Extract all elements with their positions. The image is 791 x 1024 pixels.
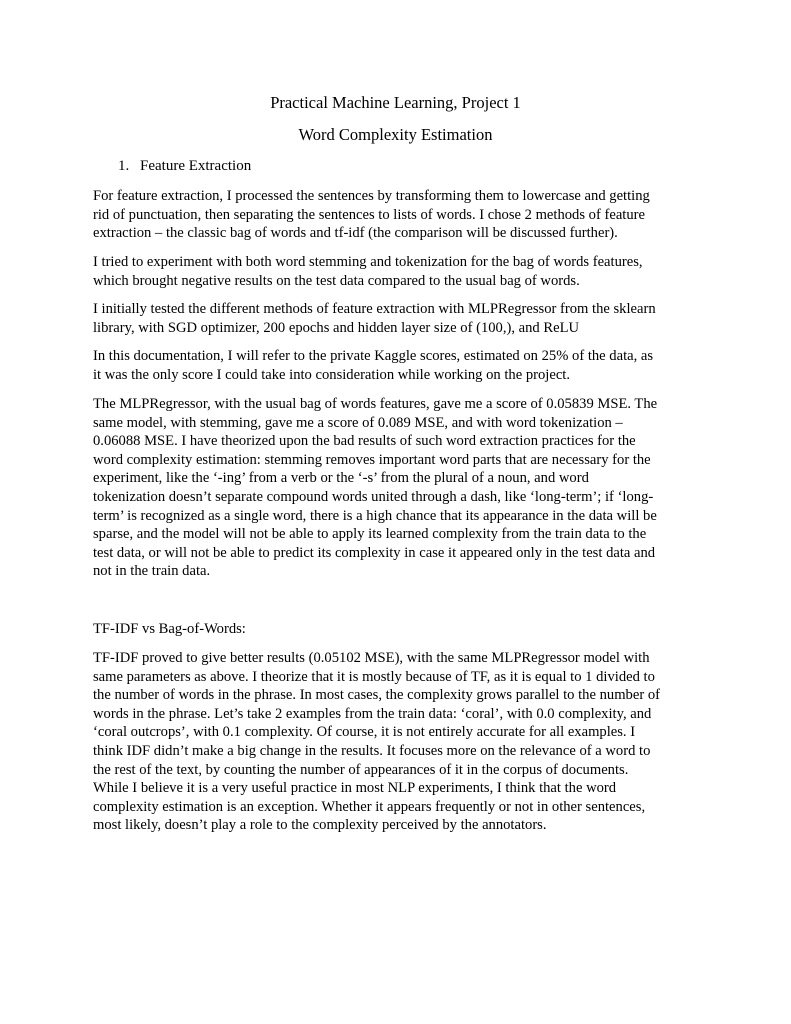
paragraph-line: In this documentation, I will refer to the private Kaggle scores, estimated on 25% of the data, as [93, 348, 654, 364]
paragraph-line: The MLPRegressor, with the usual bag of words features, gave me a score of 0.05839 MSE. The [93, 396, 658, 412]
paragraph-line: I tried to experiment with both word stemming and tokenization for the bag of words features, [93, 254, 643, 270]
paragraph-line: word complexity estimation: stemming removes important word parts that are necessary for the [93, 451, 651, 468]
paragraph-line: it was the only score I could take into consideration while working on the project. [93, 366, 571, 383]
paragraph-mlp-setup [93, 300, 699, 337]
paragraph-line: complexity estimation is an exception. Whether it appears frequently or not in other sentences, [93, 798, 646, 815]
paragraph-line: same parameters as above. I theorize that it is mostly because of TF, as it is equal to 1 divided to [93, 668, 655, 685]
paragraph-line: which brought negative results on the test data compared to the usual bag of words. [93, 272, 580, 289]
paragraph-line: While I believe it is a very useful practice in most NLP experiments, I think that the word [93, 780, 617, 797]
paragraph-feature-extraction [93, 187, 699, 243]
paragraph-line: sparse, and the model will not be able to apply its learned complexity from the train data to the [93, 526, 647, 543]
paragraph-stemming [93, 253, 699, 290]
section-title: Feature Extraction [140, 158, 252, 174]
paragraph-line: experiment, like the ‘-ing’ from a verb or the ‘-s’ from the plural of a noun, and word [93, 470, 589, 487]
subheading-tfidf-vs-bow: TF-IDF vs Bag-of-Words: [93, 621, 246, 637]
document-title: Practical Machine Learning, Project 1 [270, 93, 521, 112]
section-number: 1. [118, 158, 130, 174]
paragraph-line: test data, or will not be able to predict its complexity in case it appeared only in the test data and [93, 544, 656, 561]
paragraph-line: the number of words in the phrase. In most cases, the complexity grows parallel to the number of [93, 687, 660, 704]
paragraph-line: term’ is recognized as a single word, there is a high chance that its appearance in the data will be [93, 507, 657, 524]
paragraph-line: 0.06088 MSE. I have theorized upon the bad results of such word extraction practices for the [93, 433, 636, 450]
paragraph-line: same model, with stemming, gave me a score of 0.089 MSE, and with word tokenization – [93, 414, 623, 431]
paragraph-line: the rest of the text, by counting the number of appearances of it in the corpus of documents. [93, 761, 629, 778]
paragraph-line: tokenization doesn’t separate compound words united through a dash, like ‘long-term’; if ‘long- [93, 488, 654, 505]
paragraph-line: library, with SGD optimizer, 200 epochs and hidden layer size of (100,), and ReLU [93, 319, 580, 336]
paragraph-tfidf [93, 649, 699, 835]
paragraph-line: most likely, doesn’t play a role to the complexity perceived by the annotators. [93, 817, 547, 834]
paragraph-line: ‘coral outcrops’, with 0.1 complexity. Of course, it is not entirely accurate for all examples. I [93, 724, 636, 741]
section-heading [118, 157, 251, 175]
paragraph-line: For feature extraction, I processed the sentences by transforming them to lowercase and getting [93, 188, 650, 204]
paragraph-line: TF-IDF proved to give better results (0.05102 MSE), with the same MLPRegressor model with [93, 650, 650, 666]
paragraph-line: think IDF didn’t make a big change in the results. It focuses more on the relevance of a word to [93, 742, 651, 759]
paragraph-kaggle-scores [93, 347, 699, 384]
paragraph-line: rid of punctuation, then separating the sentences to lists of words. I chose 2 methods of feature [93, 206, 645, 223]
paragraph-results [93, 395, 699, 581]
paragraph-line: I initially tested the different methods of feature extraction with MLPRegressor from the sklearn [93, 301, 656, 317]
document-subtitle: Word Complexity Estimation [298, 125, 493, 144]
paragraph-line: extraction – the classic bag of words and tf-idf (the comparison will be discussed further). [93, 225, 618, 242]
paragraph-line: not in the train data. [93, 563, 211, 580]
paragraph-line: words in the phrase. Let’s take 2 examples from the train data: ‘coral’, with 0.0 complexity, and [93, 705, 652, 722]
